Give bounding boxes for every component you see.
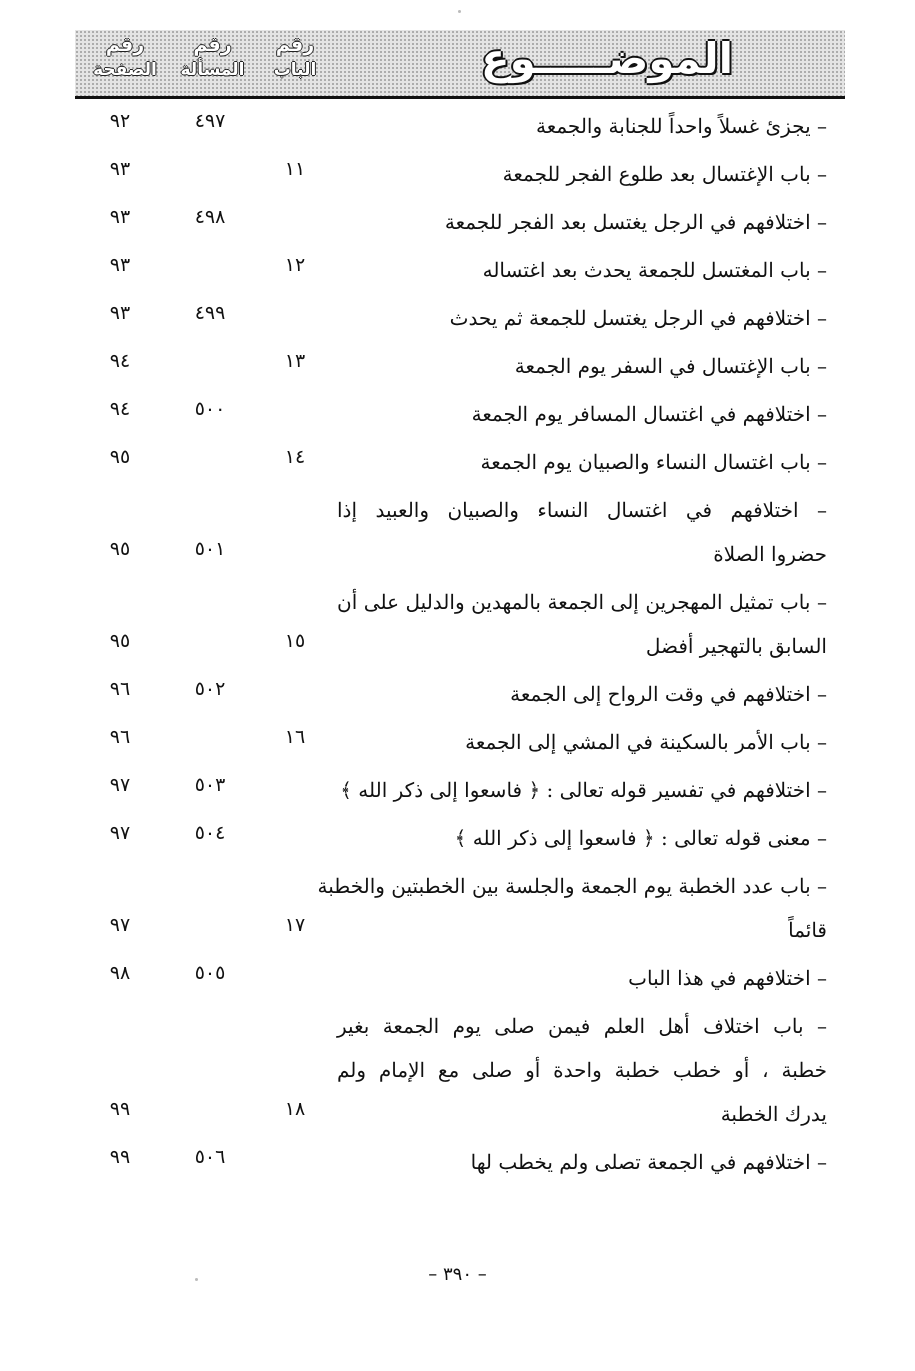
row-page-number: ٩٣: [109, 302, 131, 324]
row-bab-number: ١٢: [284, 254, 306, 276]
topic-line: – اختلافهم في اغتسال المسافر يوم الجمعة: [471, 402, 827, 426]
row-page-number: ٩٧: [109, 914, 131, 936]
row-page-number: ٩٣: [109, 254, 131, 276]
header-page: رقم الصفحة: [93, 34, 157, 80]
topic-line: – اختلافهم في الرجل يغتسل بعد الفجر للجمعة: [444, 210, 827, 234]
row-topic: [337, 248, 827, 292]
topic-line: – اختلافهم في هذا الباب: [628, 966, 827, 990]
row-masala-number: ٥٠٠: [194, 398, 226, 420]
topic-line: – باب عدد الخطبة يوم الجمعة والجلسة بين الخطبتين والخطبة: [317, 874, 827, 898]
index-row: [75, 956, 845, 1000]
row-topic: [337, 152, 827, 196]
index-row: [75, 672, 845, 716]
row-topic: [337, 580, 827, 668]
topic-line: يدرك الخطبة: [720, 1102, 827, 1126]
row-masala-number: ٤٩٨: [194, 206, 226, 228]
row-bab-number: ١٥: [284, 630, 306, 652]
topic-line: – باب المغتسل للجمعة يحدث بعد اغتساله: [482, 258, 827, 282]
index-row: [75, 152, 845, 196]
row-masala-number: ٤٩٩: [194, 302, 226, 324]
row-page-number: ٩٧: [109, 822, 131, 844]
index-row: [75, 104, 845, 148]
row-page-number: ٩٥: [109, 630, 131, 652]
topic-line: – باب الأمر بالسكينة في المشي إلى الجمعة: [465, 730, 827, 754]
index-row: [75, 1004, 845, 1136]
header-masala: رقم المسألة: [180, 34, 245, 80]
row-bab-number: ١١: [284, 158, 306, 180]
row-topic: [337, 488, 827, 576]
index-row: [75, 488, 845, 576]
row-topic: [337, 720, 827, 764]
index-row: [75, 344, 845, 388]
index-row: [75, 720, 845, 764]
row-bab-number: ١٨: [284, 1098, 306, 1120]
row-topic: [317, 864, 827, 952]
row-bab-number: ١٤: [284, 446, 306, 468]
row-masala-number: ٥٠٤: [194, 822, 226, 844]
row-topic: [337, 296, 827, 340]
topic-line: – اختلافهم في اغتسال النساء والصبيان والعبيد إذا: [337, 498, 827, 522]
row-topic: [337, 104, 827, 148]
index-row: [75, 580, 845, 668]
row-masala-number: ٤٩٧: [194, 110, 226, 132]
topic-line: – اختلافهم في وقت الرواح إلى الجمعة: [510, 682, 827, 706]
paper-speck: [195, 1278, 198, 1281]
row-topic: [337, 1140, 827, 1184]
index-row: [75, 392, 845, 436]
row-page-number: ٩٣: [109, 158, 131, 180]
row-page-number: ٩٩: [109, 1098, 131, 1120]
row-masala-number: ٥٠١: [194, 538, 226, 560]
topic-line: – باب تمثيل المهجرين إلى الجمعة بالمهدين والدليل على أن: [337, 590, 827, 614]
index-row: [75, 768, 845, 812]
index-row: [75, 296, 845, 340]
header-bab: رقم الباب: [273, 34, 317, 80]
row-topic: [337, 440, 827, 484]
row-page-number: ٩٦: [109, 726, 131, 748]
topic-line: – باب اغتسال النساء والصبيان يوم الجمعة: [480, 450, 827, 474]
page-number: – ٣٩٠ –: [428, 1264, 487, 1285]
topic-line: – اختلافهم في تفسير قوله تعالى : ﴿ فاسعوا إلى ذكر الله ﴾: [340, 778, 827, 802]
topic-line: – اختلافهم في الرجل يغتسل للجمعة ثم يحدث: [449, 306, 827, 330]
index-row: [75, 200, 845, 244]
header-topic: الموضـــــوع: [480, 34, 733, 83]
index-row: [75, 864, 845, 952]
row-page-number: ٩٦: [109, 678, 131, 700]
topic-line: قائماً: [788, 918, 827, 942]
index-row: [75, 1140, 845, 1184]
row-page-number: ٩٢: [109, 110, 131, 132]
topic-line: – باب اختلاف أهل العلم فيمن صلى يوم الجمعة بغير: [337, 1014, 827, 1038]
row-bab-number: ١٦: [284, 726, 306, 748]
row-masala-number: ٥٠٣: [194, 774, 226, 796]
topic-line: – يجزئ غسلاً واحداً للجنابة والجمعة: [535, 114, 827, 138]
row-page-number: ٩٤: [109, 398, 131, 420]
row-page-number: ٩٥: [109, 446, 131, 468]
row-masala-number: ٥٠٢: [194, 678, 226, 700]
topic-line: – باب الإغتسال بعد طلوع الفجر للجمعة: [502, 162, 827, 186]
row-bab-number: ١٣: [284, 350, 306, 372]
topic-line: – باب الإغتسال في السفر يوم الجمعة: [514, 354, 827, 378]
row-page-number: ٩٤: [109, 350, 131, 372]
topic-line: خطبة ، أو خطب خطبة واحدة أو صلى مع الإمام ولم: [337, 1058, 827, 1082]
row-topic: [337, 816, 827, 860]
row-page-number: ٩٥: [109, 538, 131, 560]
paper-speck: [458, 10, 461, 13]
row-masala-number: ٥٠٦: [194, 1146, 226, 1168]
topic-line: حضروا الصلاة: [713, 542, 827, 566]
row-topic: [337, 200, 827, 244]
topic-line: – معنى قوله تعالى : ﴿ فاسعوا إلى ذكر الله ﴾: [454, 826, 827, 850]
row-topic: [337, 1004, 827, 1136]
row-page-number: ٩٩: [109, 1146, 131, 1168]
row-topic: [337, 344, 827, 388]
row-masala-number: ٥٠٥: [194, 962, 226, 984]
row-topic: [337, 672, 827, 716]
table-header: [75, 30, 845, 99]
row-topic: [337, 768, 827, 812]
row-topic: [337, 392, 827, 436]
index-row: [75, 248, 845, 292]
row-topic: [337, 956, 827, 1000]
row-page-number: ٩٣: [109, 206, 131, 228]
index-row: [75, 440, 845, 484]
row-page-number: ٩٧: [109, 774, 131, 796]
row-page-number: ٩٨: [109, 962, 131, 984]
row-bab-number: ١٧: [284, 914, 306, 936]
topic-line: السابق بالتهجير أفضل: [645, 634, 827, 658]
index-row: [75, 816, 845, 860]
topic-line: – اختلافهم في الجمعة تصلى ولم يخطب لها: [470, 1150, 827, 1174]
